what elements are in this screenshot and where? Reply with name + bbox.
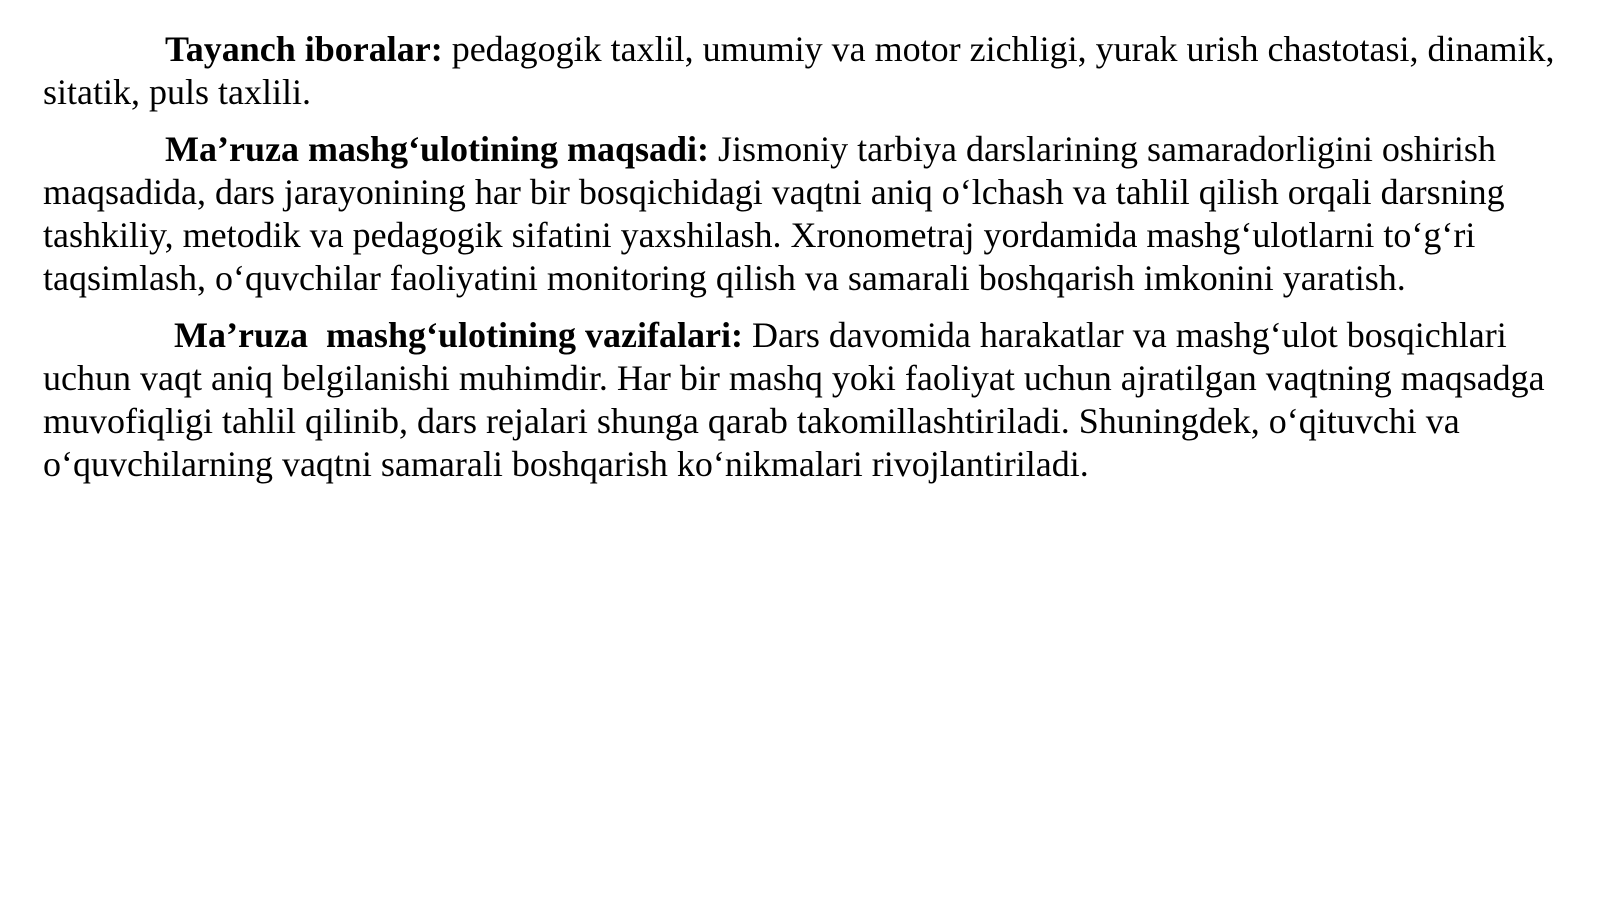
- tasks-paragraph: [43, 314, 1558, 486]
- goal-term: Ma’ruza mashg‘ulotining maqsadi:: [165, 129, 710, 169]
- tasks-text: Dars davomida harakatlar va mashg‘ulot bosqichlari uchun vaqt aniq belgilanishi muhimdir. Har bir mashq yoki faoliyat uchun ajratilgan vaqtning maqsadga muvofiqligi tahlil qilinib, dars rejalari shunga qarab takomillashtiriladi. Shuningdek, o‘qituvchi va o‘quvchilarning vaqtni samarali boshqarish ko‘nikmalari rivojlantiriladi.: [43, 315, 1545, 484]
- tasks-term: Ma’ruza mashg‘ulotining vazifalari:: [174, 315, 743, 355]
- keywords-term: Tayanch iboralar:: [165, 29, 443, 69]
- goal-text: Jismoniy tarbiya darslarining samaradorligini oshirish maqsadida, dars jarayonining har bir bosqichidagi vaqtni aniq o‘lchash va tahlil qilish orqali darsning tashkiliy, metodik va pedagogik sifatini yaxshilash. Xronometraj yordamida mashg‘ulotlarni to‘g‘ri taqsimlash, o‘quvchilar faoliyatini monitoring qilish va samarali boshqarish imkonini yaratish.: [43, 129, 1505, 298]
- keywords-text: pedagogik taxlil, umumiy va motor zichligi, yurak urish chastotasi, dinamik, sitatik, puls taxlili.: [43, 29, 1555, 112]
- keywords-paragraph: [43, 28, 1558, 114]
- goal-paragraph: [43, 128, 1558, 300]
- document-body: [43, 28, 1558, 500]
